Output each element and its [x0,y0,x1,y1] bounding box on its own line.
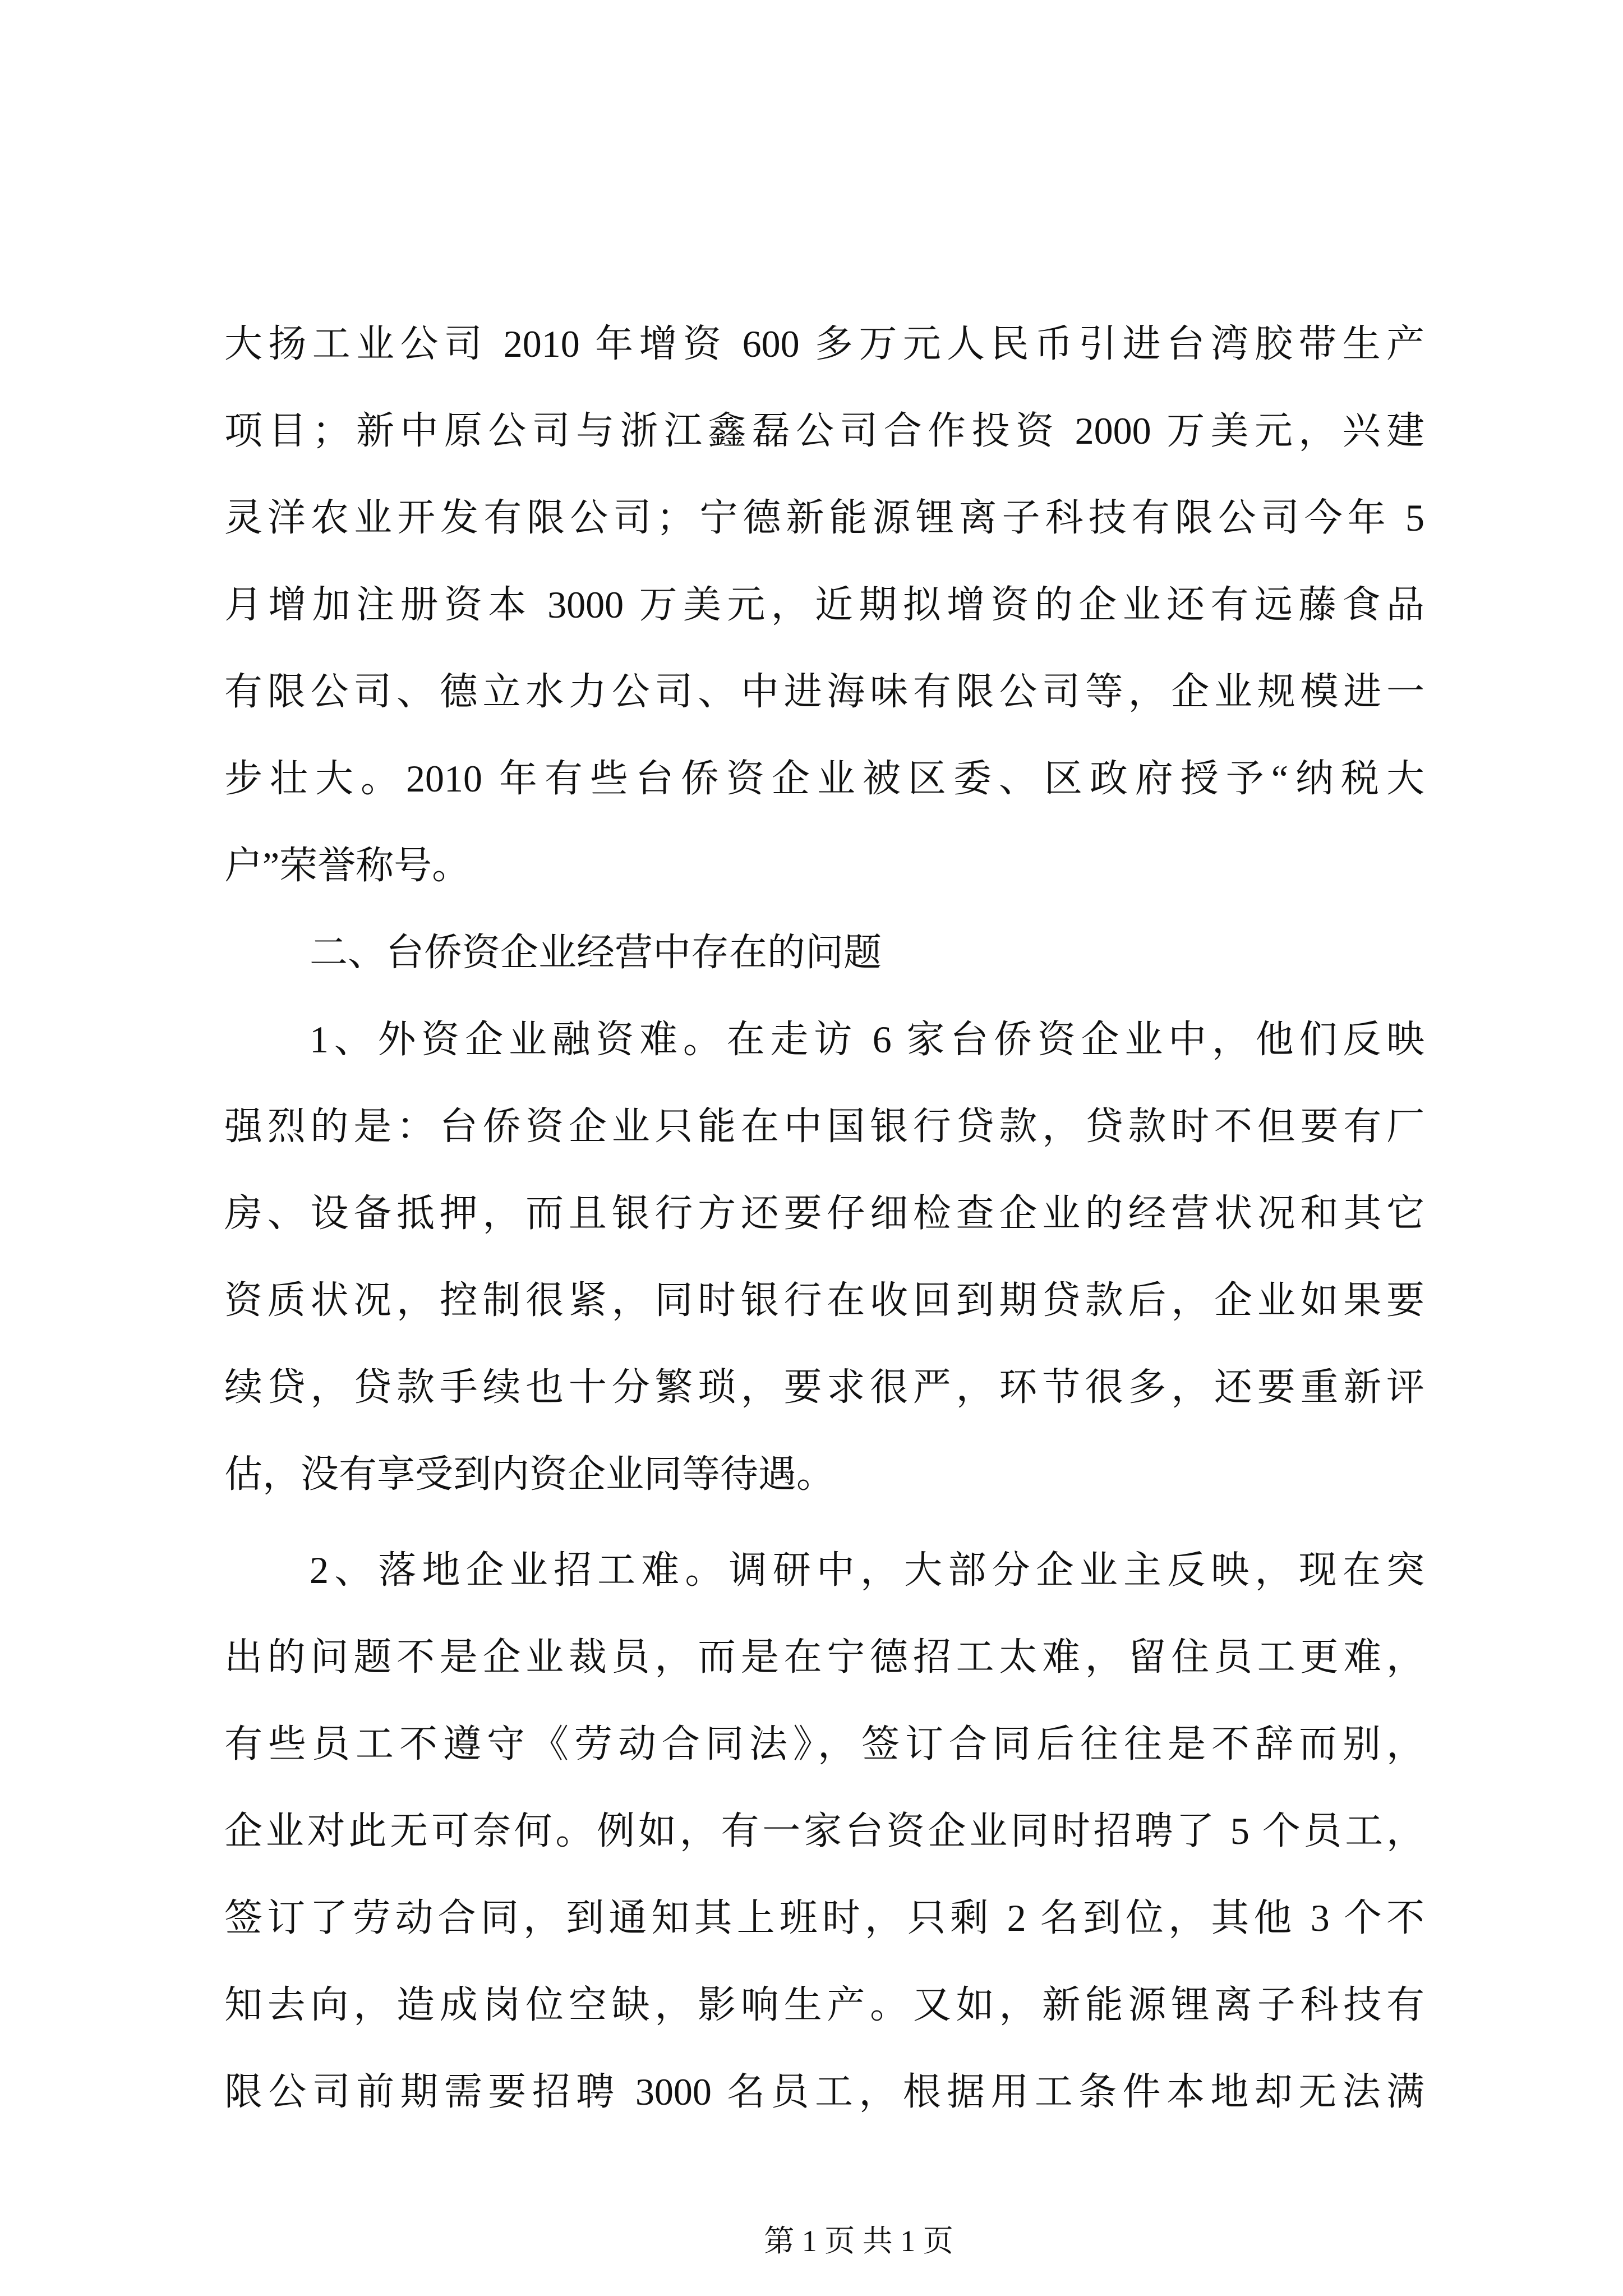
text-line: 估，没有享受到内资企业同等待遇。 [224,1453,835,1496]
text-line: 强烈的是：台侨资企业只能在中国银行贷款，贷款时不但要有厂 [224,1105,1424,1148]
paragraph-investment [224,301,1424,909]
text-line: 出的问题不是企业裁员，而是在宁德招工太难，留住员工更难， [224,1636,1424,1678]
text-line: 签订了劳动合同，到通知其上班时，只剩 2 名到位，其他 3 个不 [224,1897,1424,1939]
text-line: 有些员工不遵守《劳动合同法》，签订合同后往往是不辞而别， [224,1723,1424,1765]
text-line: 灵洋农业开发有限公司；宁德新能源锂离子科技有限公司今年 5 [224,496,1424,539]
paragraph-financing [224,996,1424,1518]
text-line: 步壮大。2010 年有些台侨资企业被区委、区政府授予“纳税大 [224,757,1424,800]
text-line: 知去向，造成岗位空缺，影响生产。又如，新能源锂离子科技有 [224,1984,1424,2026]
section-heading [224,909,1424,996]
heading-line: 二、台侨资企业经营中存在的问题 [310,931,882,974]
text-line: 户”荣誉称号。 [224,844,471,887]
paragraph-recruitment [224,1527,1424,2136]
text-line: 大扬工业公司 2010 年增资 600 多万元人民币引进台湾胶带生产 [224,323,1424,365]
text-line: 2、落地企业招工难。调研中，大部分企业主反映，现在突 [310,1549,1424,1591]
text-line: 月增加注册资本 3000 万美元，近期拟增资的企业还有远藤食品 [224,583,1424,626]
text-line: 1、外资企业融资难。在走访 6 家台侨资企业中，他们反映 [310,1018,1424,1061]
text-line: 企业对此无可奈何。例如，有一家台资企业同时招聘了 5 个员工， [224,1810,1424,1852]
page-footer [0,2221,1623,2261]
document-body [224,301,1424,2136]
text-line: 限公司前期需要招聘 3000 名员工，根据用工条件本地却无法满 [224,2070,1424,2113]
text-line: 有限公司、德立水力公司、中进海味有限公司等，企业规模进一 [224,670,1424,713]
text-line: 资质状况，控制很紧，同时银行在收回到期贷款后，企业如果要 [224,1279,1424,1322]
page-number-label: 第 1 页 共 1 页 [764,2224,953,2258]
text-line: 续贷，贷款手续也十分繁琐，要求很严，环节很多，还要重新评 [224,1366,1424,1409]
text-line: 项目；新中原公司与浙江鑫磊公司合作投资 2000 万美元，兴建 [224,409,1424,452]
text-line: 房、设备抵押，而且银行方还要仔细检查企业的经营状况和其它 [224,1192,1424,1235]
